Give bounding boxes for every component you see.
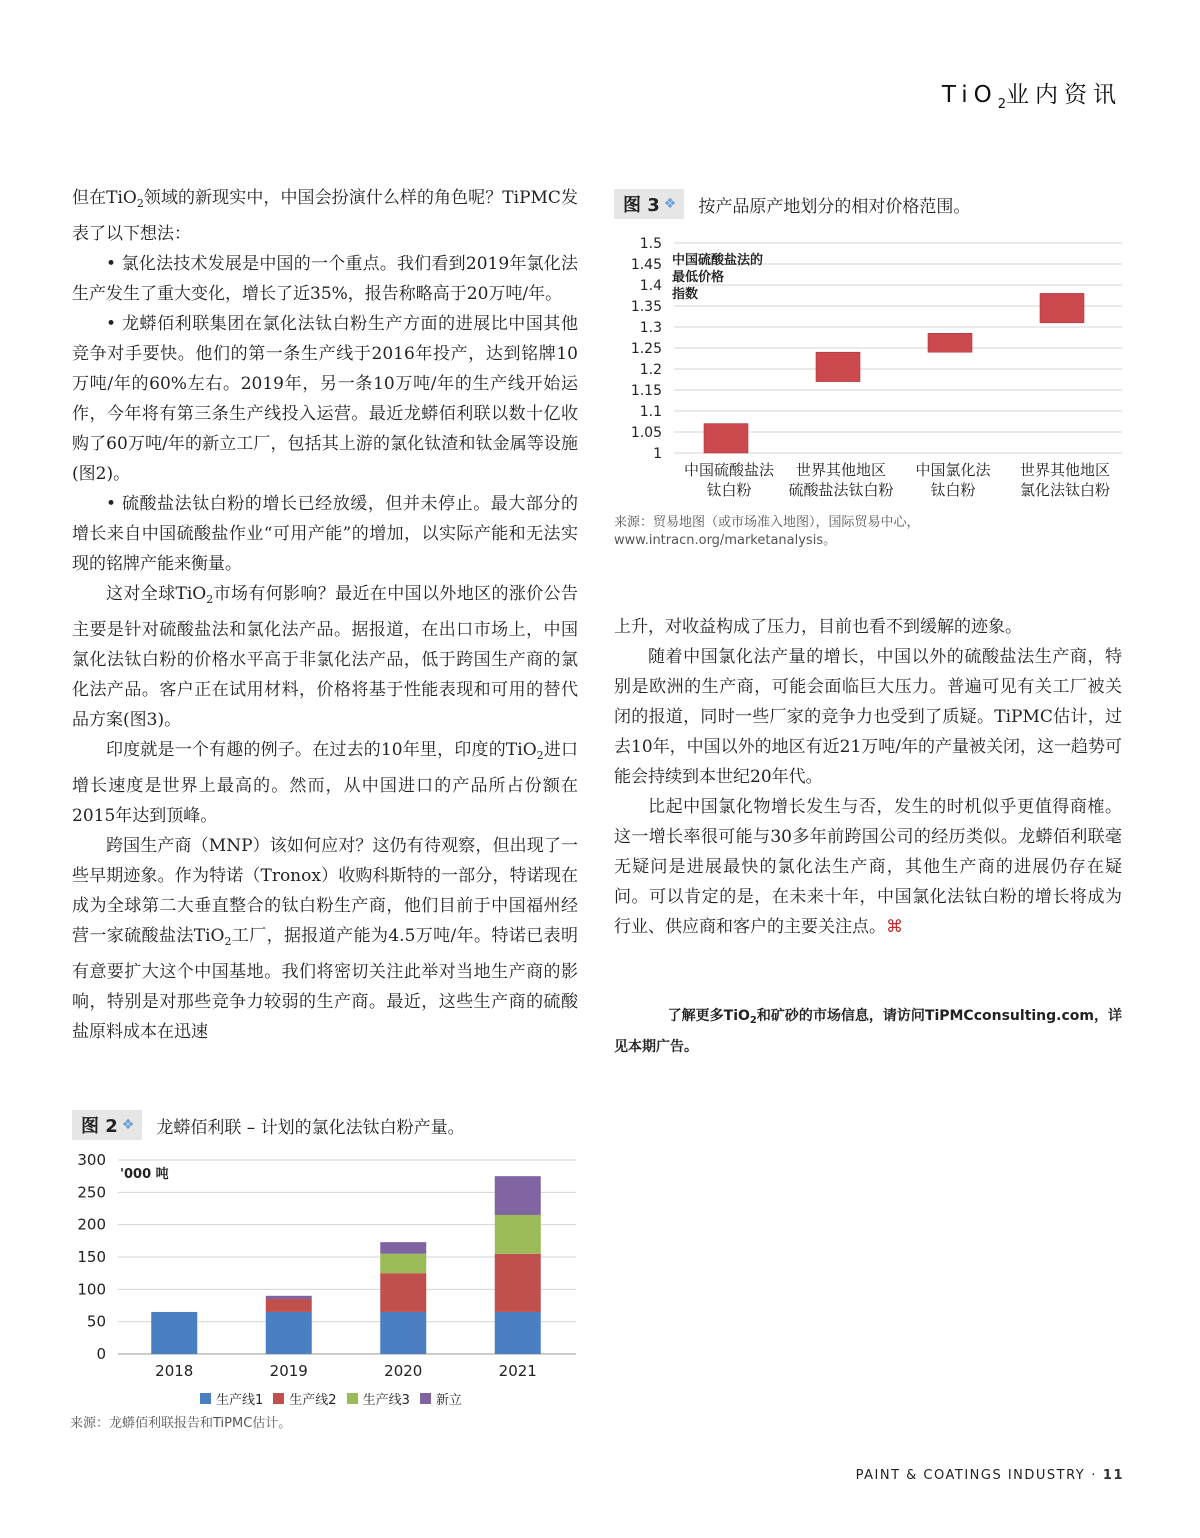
legend-label: 新立 (435, 1393, 462, 1408)
chart-annotation: 最低价格 (672, 270, 725, 285)
y-tick-label: 250 (77, 1183, 106, 1202)
left-text-column (72, 183, 578, 1047)
figure2-chart (70, 1146, 580, 1386)
y-tick-label: 1.35 (630, 299, 662, 315)
figure2-source: 来源：龙蟒佰利联报告和TiPMC估计。 (70, 1416, 292, 1431)
figure2-legend (200, 1389, 462, 1408)
stacked-bar-segment (266, 1299, 312, 1312)
section-header: TiO$_2$业内资讯 (941, 82, 1122, 112)
figure2-badge: 图 2 ❖ (72, 1110, 142, 1140)
x-category-label: 中国硫酸盐法 (683, 461, 775, 479)
stacked-bar-segment (495, 1215, 541, 1254)
x-category-label: 钛白粉 (930, 481, 976, 499)
y-tick-label: 1.3 (639, 320, 662, 336)
stacked-bar-segment (380, 1273, 426, 1312)
x-category-label: 2018 (155, 1362, 194, 1380)
y-tick-label: 100 (77, 1280, 106, 1299)
stacked-bar-segment (380, 1242, 426, 1254)
y-tick-label: 1.4 (639, 278, 662, 294)
page-footer: PAINT & COATINGS INDUSTRY · 11 (855, 1468, 1124, 1483)
diamond-icon: ❖ (121, 1117, 135, 1133)
paragraph: 跨国生产商（MNP）该如何应对？这仍有待观察，但出现了一些早期迹象。作为特诺（Tronox）收购科斯特的一部分，特诺现在成为全球第二大垂直整合的钛白粉生产商，他们目前于中国福州经营一家硫酸盐法TiO$_2$工厂，据报道产能为4.5万吨/年。特诺已表明有意要扩大这个中国基地。我们将密切关注此举对当地生产商的影响，特别是对那些竞争力较弱的生产商。最近，这些生产商的硫酸盐原料成本在迅速 (72, 836, 579, 1042)
legend-item (420, 1389, 462, 1408)
stacked-bar-segment (151, 1312, 197, 1354)
price-range-bar (1040, 293, 1084, 322)
right-text-column (614, 612, 1122, 942)
figure3-badge: 图 3 ❖ (614, 189, 684, 219)
x-category-label: 2019 (269, 1362, 308, 1380)
diamond-icon: ❖ (663, 196, 677, 212)
stacked-bar-segment (266, 1296, 312, 1299)
promo-text: 了解更多TiO$_2$和矿砂的市场信息，请访问TiPMCconsulting.com，详 见本期广告。 (614, 1008, 1122, 1055)
stacked-bar-segment (495, 1176, 541, 1215)
legend-label: 生产线1 (216, 1393, 264, 1408)
y-tick-label: 1 (653, 446, 662, 462)
y-tick-label: 1.2 (639, 362, 662, 378)
stacked-bar-segment (495, 1254, 541, 1312)
page-number: 11 (1102, 1468, 1124, 1483)
x-category-label: 世界其他地区 (795, 461, 887, 479)
y-tick-label: 1.15 (630, 383, 662, 399)
end-mark-icon: ⌘ (886, 917, 903, 937)
price-range-bar (928, 333, 972, 352)
y-tick-label: 0 (96, 1345, 106, 1363)
y-tick-label: 1.45 (630, 257, 662, 273)
x-category-label: 硫酸盐法钛白粉 (788, 481, 894, 499)
y-tick-label: 1.1 (639, 404, 662, 420)
stacked-bar-segment (495, 1312, 541, 1354)
y-tick-label: 1.5 (639, 236, 662, 252)
legend-swatch (420, 1393, 431, 1404)
legend-label: 生产线2 (289, 1393, 337, 1408)
figure3-source: 来源：贸易地图（或市场准入地图），国际贸易中心，www.intracn.org/marketanalysis。 (614, 515, 920, 548)
legend-item (200, 1389, 263, 1408)
figure3-caption: 按产品原产地划分的相对价格范围。 (698, 196, 971, 217)
stacked-bar-segment (266, 1312, 312, 1354)
paragraph: 印度就是一个有趣的例子。在过去的10年里，印度的TiO$_2$进口增长速度是世界上最高的。然而，从中国进口的产品所占份额在2015年达到顶峰。 (72, 740, 579, 826)
chart-annotation: 中国硫酸盐法的 (672, 253, 764, 268)
paragraph: 但在TiO$_2$领域的新现实中，中国会扮演什么样的角色呢？TiPMC发表了以下想法： (72, 188, 578, 244)
legend-item (273, 1389, 336, 1408)
x-category-label: 2020 (384, 1362, 423, 1380)
paragraph: 比起中国氯化物增长发生与否，发生的时机似乎更值得商榷。这一增长率很可能与30多年前跨国公司的经历类似。龙蟒佰利联毫无疑问是进展最快的氯化法生产商，其他生产商的进展仍存在疑问。可以肯定的是，在未来十年，中国氯化法钛白粉的增长将成为行业、供应商和客户的主要关注点。⌘ (614, 797, 1122, 937)
paragraph: 这对全球TiO$_2$市场有何影响？最近在中国以外地区的涨价公告主要是针对硫酸盐法和氯化法产品。据报道，在出口市场上，中国氯化法钛白粉的价格水平高于非氯化法产品，低于跨国生产商的氯化法产品。客户正在试用材料，价格将基于性能表现和可用的替代品方案(图3)。 (72, 584, 578, 730)
y-tick-label: 150 (77, 1248, 106, 1266)
price-range-bar (816, 352, 860, 381)
figure3-title (614, 189, 970, 219)
y-axis-label: '000 吨 (120, 1167, 169, 1182)
legend-swatch (347, 1393, 358, 1404)
paragraph: 随着中国氯化法产量的增长，中国以外的硫酸盐法生产商，特别是欧洲的生产商，可能会面临巨大压力。普遍可见有关工厂被关闭的报道，同时一些厂家的竞争力也受到了质疑。TiPMC估计，过去10年，中国以外的地区有近21万吨/年的产量被关闭，这一趋势可能会持续到本世纪20年代。 (614, 647, 1122, 787)
legend-swatch (273, 1393, 284, 1404)
x-category-label: 世界其他地区 (1019, 461, 1111, 479)
y-tick-label: 1.25 (630, 341, 662, 357)
x-category-label: 2021 (498, 1362, 537, 1380)
y-tick-label: 300 (77, 1151, 106, 1169)
figure2-title (72, 1110, 465, 1140)
legend-item (347, 1389, 410, 1408)
x-category-label: 中国氯化法 (915, 461, 991, 479)
bullet-paragraph: • 氯化法技术发展是中国的一个重点。我们看到2019年氯化法生产发生了重大变化，增长了近35%，报告称略高于20万吨/年。 (72, 254, 578, 304)
legend-label: 生产线3 (362, 1393, 410, 1408)
bullet-paragraph: • 龙蟒佰利联集团在氯化法钛白粉生产方面的进展比中国其他竞争对手要快。他们的第一条生产线于2016年投产，达到铭牌10万吨/年的60%左右。2019年，另一条10万吨/年的生产线开始运作，今年将有第三条生产线投入运营。最近龙蟒佰利联以数十亿收购了60万吨/年的新立工厂，包括其上游的氯化钛渣和钛金属等设施(图2)。 (72, 314, 578, 484)
figure2-caption: 龙蟒佰利联 – 计划的氯化法钛白粉产量。 (156, 1117, 465, 1138)
x-category-label: 氯化法钛白粉 (1019, 481, 1111, 499)
y-tick-label: 50 (86, 1312, 106, 1331)
bullet-paragraph: • 硫酸盐法钛白粉的增长已经放缓，但并未停止。最大部分的增长来自中国硫酸盐作业“可用产能”的增加，以实际产能和无法实现的铭牌产能来衡量。 (72, 494, 578, 574)
legend-swatch (200, 1393, 211, 1404)
magazine-name: PAINT & COATINGS INDUSTRY (855, 1468, 1086, 1483)
stacked-bar-segment (380, 1312, 426, 1354)
y-tick-label: 200 (77, 1215, 106, 1234)
x-category-label: 钛白粉 (706, 481, 752, 499)
price-range-bar (704, 424, 748, 453)
chart-annotation: 指数 (672, 287, 699, 302)
figure3-chart (620, 230, 1130, 505)
y-tick-label: 1.05 (630, 425, 662, 441)
paragraph: 上升，对收益构成了压力，目前也看不到缓解的迹象。 (614, 617, 1022, 637)
stacked-bar-segment (380, 1254, 426, 1273)
